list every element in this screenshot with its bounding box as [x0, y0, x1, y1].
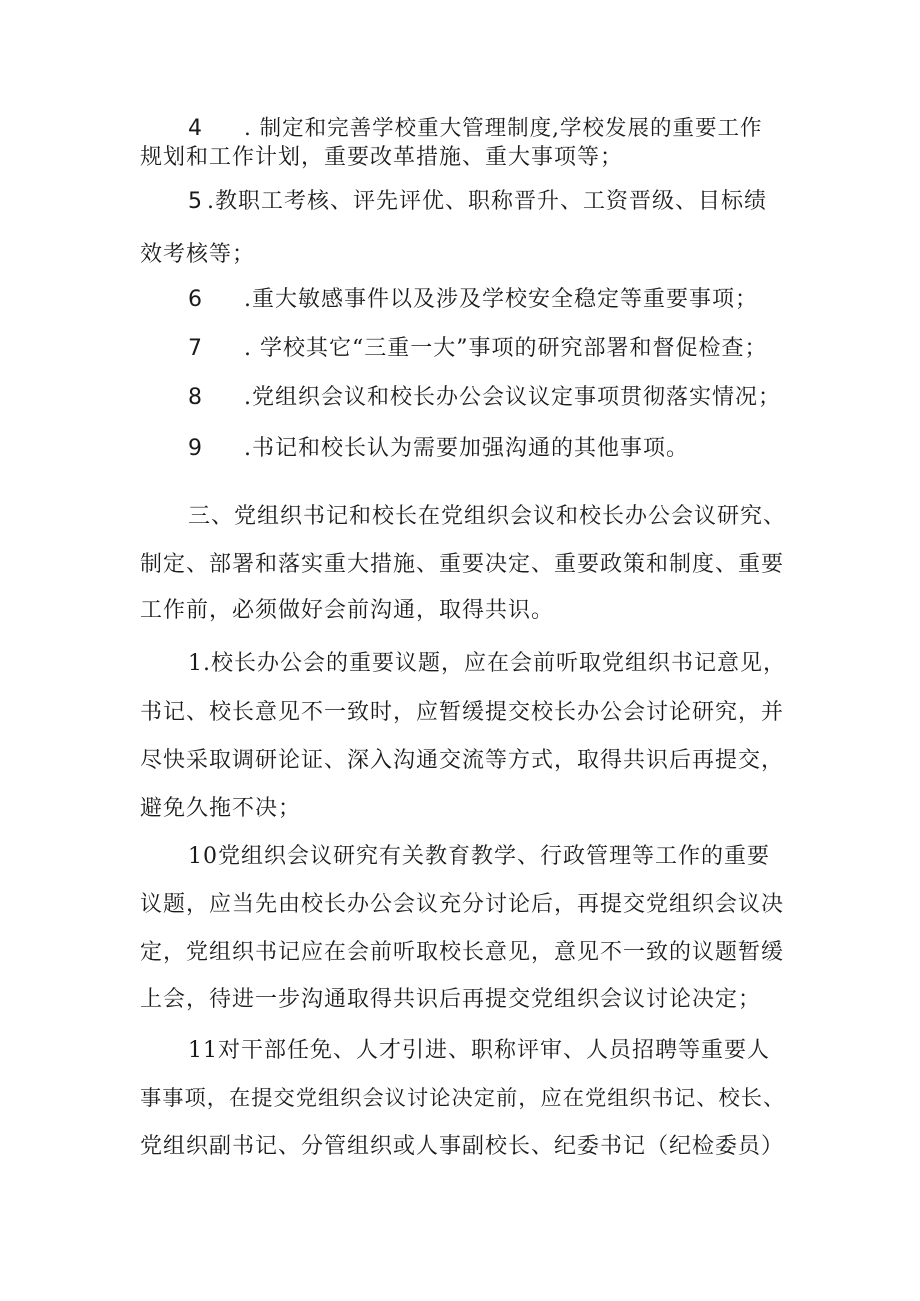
item-6-number: 6 — [188, 287, 203, 312]
item-7-number: 7 — [188, 336, 203, 361]
para-10-line-3: 定，党组织书记应在会前听取校长意见，意见不一致的议题暂缓 — [140, 940, 785, 965]
item-9-line-1: .书记和校长认为需要加强沟通的其他事项。 — [244, 436, 689, 461]
item-6-line-1: .重大敏感事件以及涉及学校安全稳定等重要事项； — [244, 287, 758, 312]
para-10-line-1: 10党组织会议研究有关教育教学、行政管理等工作的重要 — [188, 844, 770, 869]
para-1-line-4: 避免久拖不决； — [140, 796, 302, 821]
item-9-number: 9 — [188, 436, 203, 461]
para-10-line-4: 上会，待进一步沟通取得共识后再提交党组织会议讨论决定； — [140, 987, 762, 1012]
para-11-line-2: 事事项，在提交党组织会议讨论决定前，应在党组织书记、校长、 — [140, 1086, 786, 1111]
item-8-line-1: .党组织会议和校长办公会议议定事项贯彻落实情况； — [244, 385, 781, 410]
para-1-line-1: 1.校长办公会的重要议题，应在会前听取党组织书记意见， — [188, 651, 786, 676]
item-4-line-1: . 制定和完善学校重大管理制度,学校发展的重要工作 — [244, 116, 763, 141]
section-3-line-2: 制定、部署和落实重大措施、重要决定、重要政策和制度、重要 — [140, 552, 785, 577]
item-8-number: 8 — [188, 385, 203, 410]
item-5-line-2: 效考核等； — [140, 242, 256, 267]
section-3-line-3: 工作前，必须做好会前沟通，取得共识。 — [140, 598, 555, 623]
para-1-line-3: 尽快采取调研论证、深入沟通交流等方式，取得共识后再提交， — [140, 748, 785, 773]
para-10-line-2: 议题，应当先由校长办公会议充分讨论后，再提交党组织会议决 — [140, 892, 785, 917]
item-4-number: 4 — [188, 116, 203, 141]
para-11-line-3: 党组织副书记、分管组织或人事副校长、纪委书记（纪检委员） — [140, 1134, 785, 1159]
item-5-line-1: .教职工考核、评先评优、职称晋升、工资晋级、目标绩 — [207, 189, 767, 214]
item-5-number: 5 — [188, 189, 203, 214]
section-3-line-1: 三、党组织书记和校长在党组织会议和校长办公会议研究、 — [188, 504, 787, 529]
item-4-line-2: 规划和工作计划，重要改革措施、重大事项等； — [140, 145, 624, 170]
item-7-line-1: . 学校其它“三重一大”事项的研究部署和督促检查； — [244, 336, 768, 361]
para-1-line-2: 书记、校长意见不一致时，应暂缓提交校长办公会讨论研究，并 — [140, 700, 785, 725]
para-11-line-1: 11对干部任免、人才引进、职称评审、人员招聘等重要人 — [188, 1038, 770, 1063]
